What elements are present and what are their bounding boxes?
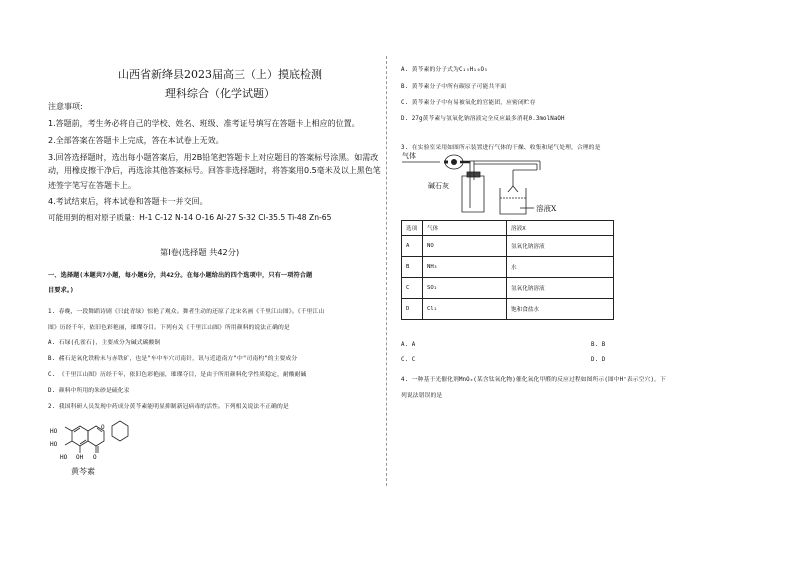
q4-stem: 4. 一种基于光催化剂MnOₓ(某含钛氧化物)催化氧化甲醛的反应过程如图所示(图中H⁺表示空穴)，下	[401, 377, 666, 383]
column-divider	[386, 56, 387, 486]
notice-line: 迹签字笔写在答题卡上。	[48, 181, 136, 190]
notice-line: 3.回答选择题时，选出每小题答案后，用2B铅笔把答题卡上对应题目的答案标号涂黑。如需改	[48, 153, 379, 162]
table-cell: 氢氧化钠溶液	[507, 236, 614, 257]
table-cell: B	[402, 257, 423, 278]
q3-answer-option: D. D	[591, 357, 606, 363]
notice-line: 2.全部答案在答题卡上完成，答在本试卷上无效。	[48, 136, 224, 145]
solution-x-label: 溶液X	[536, 204, 557, 213]
table-cell: NH₃	[423, 257, 507, 278]
table-cell: Cl₂	[423, 299, 507, 320]
table-cell: D	[402, 299, 423, 320]
q3-answer-option: C. C	[401, 357, 416, 363]
q1-option: C. 《千里江山图》历经千年，依旧色彩艳丽，璀璨夺目，是由于所用颜料化学性质稳定，耐酸耐碱	[48, 372, 307, 378]
q1-stem: 图》历经千年，依旧色彩艳丽，璀璨夺目。下列有关《千里江山图》所用颜料的说法正确的是	[48, 325, 290, 331]
table-cell: A	[402, 236, 423, 257]
section-intro: 一、选择题(本题共7小题，每小题6分，共42分。在每小题给出的四个选项中，只有一项符合题	[48, 272, 313, 279]
baicalein-structure	[50, 412, 150, 482]
section-intro: 目要求。)	[48, 287, 74, 294]
notice-line: 4.考试结束后，将本试卷和答题卡一并交回。	[48, 197, 208, 206]
table-cell: NO	[423, 236, 507, 257]
molecule-name: 黄芩素	[71, 467, 95, 476]
table-row	[402, 236, 614, 257]
gas-label: 气体	[402, 152, 416, 160]
table-header: 溶液X	[507, 221, 614, 236]
table-row	[402, 257, 614, 278]
q2-option: B. 黄芩素分子中所有碳原子可能共平面	[401, 84, 507, 90]
table-header-row	[402, 221, 614, 236]
notice-line: 动，用橡皮擦干净后，再选涂其他答案标号。回答非选择题时，将答案用0.5毫米及以上黑色笔	[48, 166, 381, 175]
table-cell: 氢氧化钠溶液	[507, 278, 614, 299]
page-title: 山西省新绛县2023届高三（上）摸底检测	[118, 68, 322, 81]
page-subtitle: 理科综合（化学试题）	[165, 87, 275, 100]
q1-option: D. 颜料中所用的朱砂是硫化汞	[48, 388, 130, 394]
volume-title: 第Ⅰ卷(选择题 共42分)	[160, 247, 240, 257]
q3-answer-option: B. B	[591, 342, 606, 348]
soda-lime-label: 碱石灰	[428, 182, 449, 190]
atom-label: O	[93, 454, 97, 461]
q3-answer-option: A. A	[401, 342, 416, 348]
q2-stem: 2. 我国科研人员发现中药成分黄芩素能明显抑制新冠病毒的活性。下列相关说法不正确的是	[48, 404, 289, 410]
q1-stem: 1. 春晚，一段舞蹈诗剧《只此青绿》惊艳了观众。舞者生动的还原了北宋名画《千里江山图》。《千里江山	[48, 309, 325, 315]
atom-label: O	[101, 424, 105, 431]
table-cell: 饱和食盐水	[507, 299, 614, 320]
notice-heading: 注意事项:	[48, 102, 83, 111]
q4-stem: 列说法错误的是	[401, 393, 443, 399]
atom-label: OH	[76, 454, 84, 461]
q2-option: D. 27g黄芩素与氢氧化钠溶液完全反应最多消耗0.3molNaOH	[401, 116, 565, 122]
atom-label: HO	[60, 454, 68, 461]
q1-option: A. 石绿(孔雀石)，主要成分为碱式碳酸铜	[48, 340, 161, 346]
q3-stem: 3. 在实验室采用如图所示装置进行气体的干燥、收集和尾气处理，合理的是	[401, 145, 601, 151]
table-cell: 水	[507, 257, 614, 278]
atomic-masses: 可能用到的相对原子质量：H-1 C-12 N-14 O-16 Al-27 S-32 Cl-35.5 Ti-48 Zn-65	[48, 213, 332, 222]
table-cell: SO₂	[423, 278, 507, 299]
options-table	[401, 220, 614, 320]
table-cell: C	[402, 278, 423, 299]
q2-option: C. 黄芩素分子中有易被氧化的官能团，应密闭贮存	[401, 100, 536, 106]
table-row	[402, 278, 614, 299]
atom-label: HO	[50, 441, 58, 448]
q2-option: A. 黄芩素的分子式为C₁₅H₁₀O₅	[401, 67, 488, 73]
table-header: 选项	[402, 221, 423, 236]
table-header: 气体	[423, 221, 507, 236]
q1-option: B. 赭石是氧化铁粉末与赤铁矿，也是"车中车穴司南针，讯与近道南方"中"司南杓"的主要成分	[48, 356, 298, 362]
atom-label: HO	[50, 428, 58, 435]
notice-line: 1.答题前，考生务必将自己的学校、姓名、班级、准考证号填写在答题卡上相应的位置。	[48, 119, 360, 128]
table-row	[402, 299, 614, 320]
